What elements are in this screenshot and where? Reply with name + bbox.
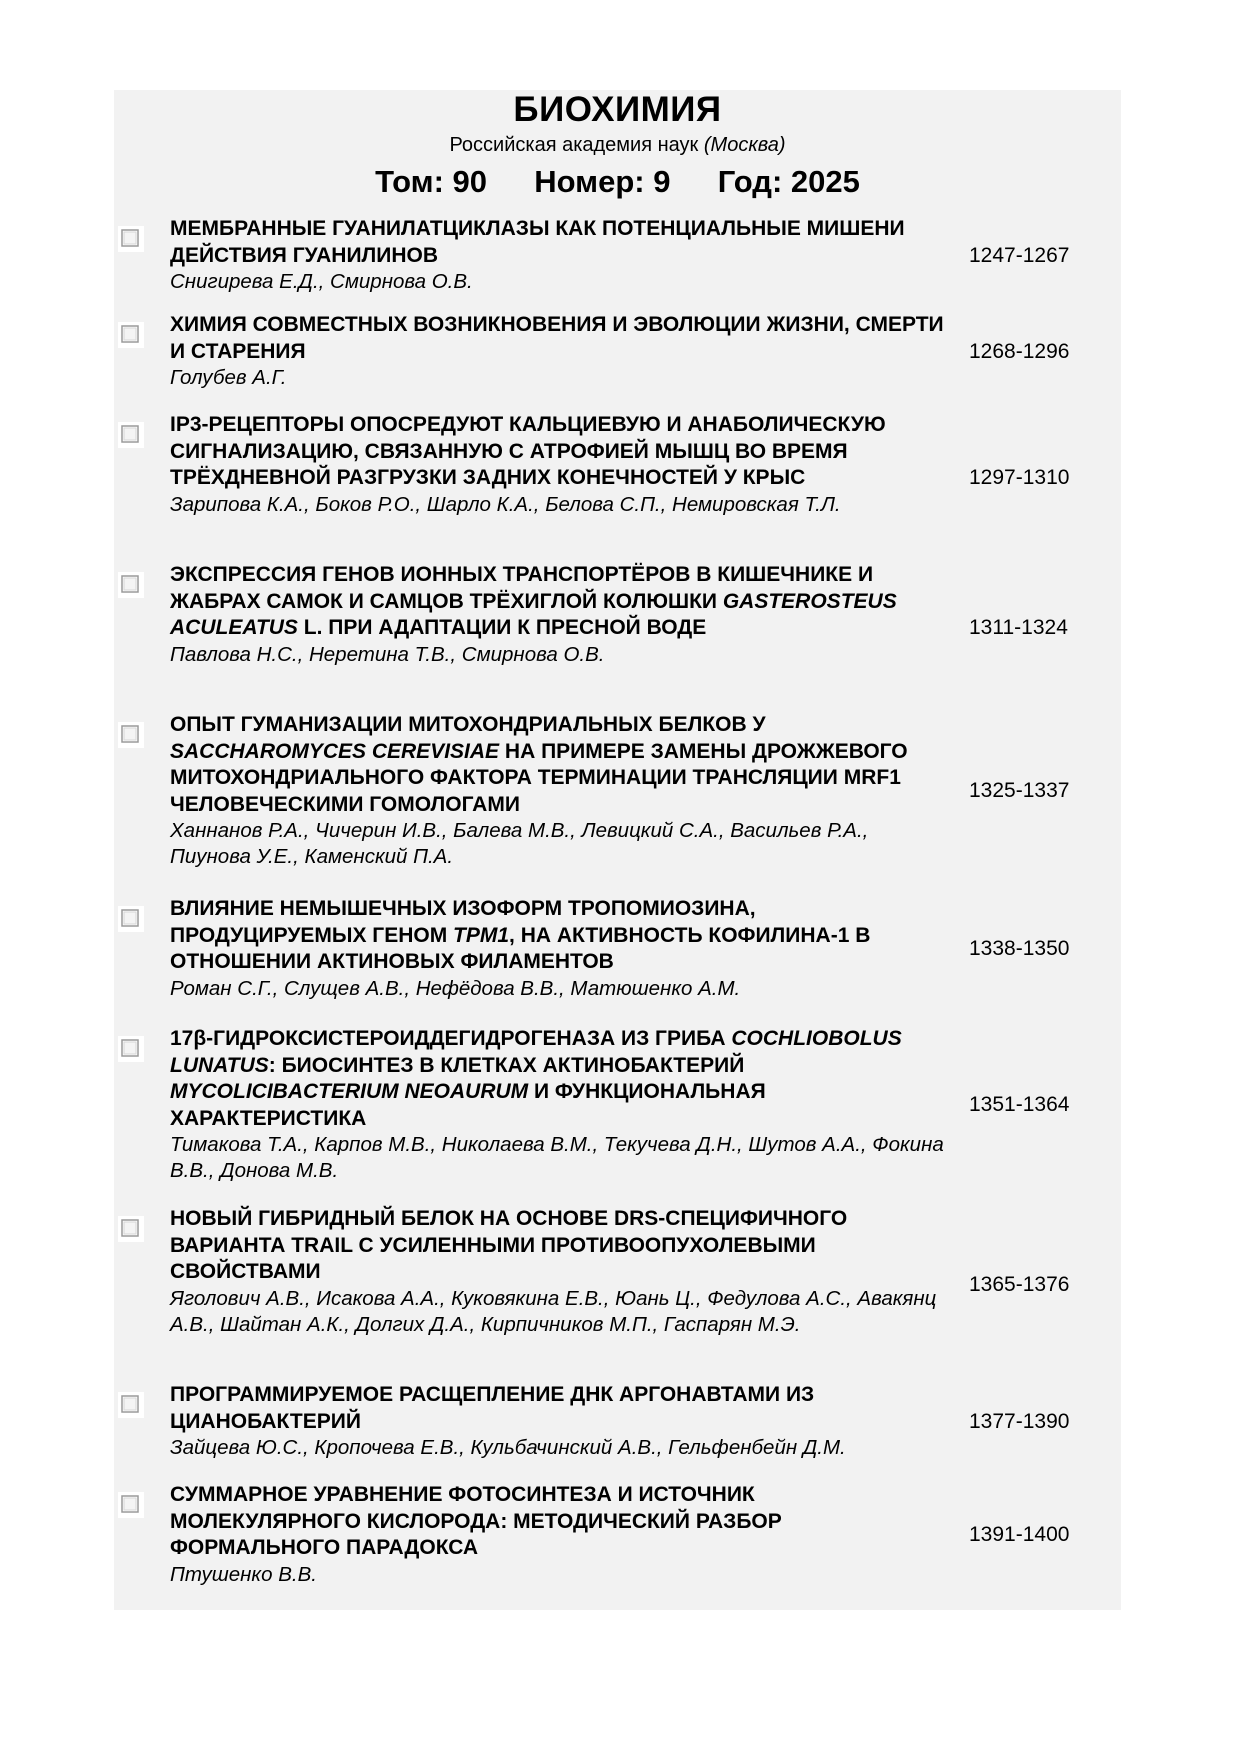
article-title-text: ВЛИЯНИЕ НЕМЫШЕЧНЫХ ИЗОФОРМ ТРОПОМИОЗИНА, ПРОДУЦИРУЕМЫХ ГЕНОМ bbox=[170, 897, 756, 947]
article-title-text: L. ПРИ АДАПТАЦИИ К ПРЕСНОЙ ВОДЕ bbox=[297, 616, 707, 639]
article-authors: Ханнанов Р.А., Чичерин И.В., Балева М.В., Левицкий С.А., Васильев Р.А., Пиунова У.Е., Каменский П.А. bbox=[170, 819, 869, 868]
article-checkbox[interactable] bbox=[118, 906, 144, 932]
checkbox-icon bbox=[121, 229, 141, 249]
article-row bbox=[114, 1482, 1121, 1592]
journal-header bbox=[114, 90, 1121, 202]
article-title-text: НА ПРИМЕРЕ ЗАМЕНЫ ДРОЖЖЕВОГО МИТОХОНДРИАЛЬНОГО ФАКТОРА ТЕРМИНАЦИИ ТРАНСЛЯЦИИ MRF1 ЧЕЛОВЕЧЕСКИМИ ГОМОЛОГАМИ bbox=[170, 739, 908, 816]
article-authors: Птушенко В.В. bbox=[170, 1562, 317, 1586]
article-row bbox=[114, 712, 1121, 896]
article-title[interactable] bbox=[170, 1026, 950, 1132]
article-title-text: МЕМБРАННЫЕ ГУАНИЛАТЦИКЛАЗЫ КАК ПОТЕНЦИАЛЬНЫЕ МИШЕНИ ДЕЙСТВИЯ ГУАНИЛИНОВ bbox=[170, 217, 905, 267]
publisher-name: Российская академия наук bbox=[449, 134, 699, 156]
article-pages: 1247-1267 bbox=[969, 243, 1070, 267]
article-pages: 1365-1376 bbox=[969, 1272, 1070, 1296]
article-row bbox=[114, 412, 1121, 562]
checkbox-icon bbox=[121, 909, 141, 929]
article-title-species: TPM1 bbox=[453, 923, 510, 947]
article-authors: Зайцева Ю.С., Кропочева Е.В., Кульбачинский А.В., Гельфенбейн Д.М. bbox=[170, 1436, 846, 1459]
article-row bbox=[114, 1026, 1121, 1206]
article-body bbox=[170, 1482, 950, 1588]
article-title-species: GASTEROSTEUS ACULEATUS bbox=[170, 589, 897, 639]
article-title-text: : БИОСИНТЕЗ В КЛЕТКАХ АКТИНОБАКТЕРИЙ bbox=[268, 1053, 745, 1077]
article-title[interactable] bbox=[170, 1482, 950, 1562]
article-row bbox=[114, 1382, 1121, 1482]
checkbox-icon bbox=[121, 425, 141, 445]
article-pages: 1297-1310 bbox=[969, 466, 1070, 489]
article-checkbox[interactable] bbox=[118, 722, 144, 748]
article-row bbox=[114, 312, 1121, 412]
article-body bbox=[170, 1026, 950, 1184]
checkbox-icon bbox=[121, 1395, 141, 1415]
article-checkbox[interactable] bbox=[118, 226, 144, 252]
article-pages: 1351-1364 bbox=[969, 1093, 1070, 1116]
article-body bbox=[170, 312, 950, 391]
article-body bbox=[170, 712, 950, 870]
checkbox-icon bbox=[121, 725, 141, 745]
article-row bbox=[114, 216, 1121, 312]
article-title-text: ХИМИЯ СОВМЕСТНЫХ ВОЗНИКНОВЕНИЯ И ЭВОЛЮЦИИ ЖИЗНИ, СМЕРТИ И СТАРЕНИЯ bbox=[170, 313, 944, 363]
issue-number: Номер: 9 bbox=[534, 164, 671, 199]
article-authors: Зарипова К.А., Боков Р.О., Шарло К.А., Белова С.П., Немировская Т.Л. bbox=[170, 492, 841, 516]
article-title-text: И ФУНКЦИОНАЛЬНАЯ ХАРАКТЕРИСТИКА bbox=[170, 1080, 766, 1130]
article-title-species: COCHLIOBOLUS LUNATUS bbox=[170, 1027, 902, 1077]
article-title-text: , НА АКТИВНОСТЬ КОФИЛИНА-1 В ОТНОШЕНИИ АКТИНОВЫХ ФИЛАМЕНТОВ bbox=[170, 923, 871, 973]
publisher-city: (Москва) bbox=[703, 134, 786, 156]
article-body bbox=[170, 412, 950, 518]
article-title-text: ОПЫТ ГУМАНИЗАЦИИ МИТОХОНДРИАЛЬНЫХ БЕЛКОВ У bbox=[170, 713, 766, 736]
checkbox-icon bbox=[121, 575, 141, 595]
article-checkbox[interactable] bbox=[118, 1036, 144, 1062]
article-row bbox=[114, 896, 1121, 1026]
article-title-species: MYCOLICIBACTERIUM NEOAURUM bbox=[170, 1080, 529, 1103]
article-authors: Роман С.Г., Слущев А.В., Нефёдова В.В., Матюшенко А.М. bbox=[170, 976, 741, 1000]
article-pages: 1311-1324 bbox=[969, 616, 1068, 639]
article-title-text: ЭКСПРЕССИЯ ГЕНОВ ИОННЫХ ТРАНСПОРТЁРОВ В КИШЕЧНИКЕ И ЖАБРАХ САМОК И САМЦОВ ТРЁХИГЛОЙ КОЛЮШКИ bbox=[170, 563, 874, 613]
article-title-text: ПРОГРАММИРУЕМОЕ РАСЩЕПЛЕНИЕ ДНК АРГОНАВТАМИ ИЗ ЦИАНОБАКТЕРИЙ bbox=[170, 1383, 815, 1433]
article-row bbox=[114, 562, 1121, 712]
article-title[interactable] bbox=[170, 896, 950, 976]
checkbox-icon bbox=[121, 1495, 141, 1515]
article-authors: Голубев А.Г. bbox=[170, 366, 287, 389]
article-pages: 1325-1337 bbox=[969, 779, 1070, 802]
article-title[interactable] bbox=[170, 562, 950, 642]
article-title-text: СУММАРНОЕ УРАВНЕНИЕ ФОТОСИНТЕЗА И ИСТОЧНИК МОЛЕКУЛЯРНОГО КИСЛОРОДА: МЕТОДИЧЕСКИЙ РАЗБОР ФОРМАЛЬНОГО ПАРАДОКСА bbox=[170, 1483, 782, 1559]
article-title[interactable] bbox=[170, 216, 950, 269]
article-body bbox=[170, 1206, 950, 1338]
article-title-text: IP3-РЕЦЕПТОРЫ ОПОСРЕДУЮТ КАЛЬЦИЕВУЮ И АНАБОЛИЧЕСКУЮ СИГНАЛИЗАЦИЮ, СВЯЗАННУЮ С АТРОФИЕЙ МЫШЦ ВО ВРЕМЯ ТРЁХДНЕВНОЙ РАЗГРУЗКИ ЗАДНИХ КОНЕЧНОСТЕЙ У КРЫС bbox=[170, 413, 886, 489]
article-authors: Яголович А.В., Исакова А.А., Куковякина Е.В., Юань Ц., Федулова А.С., Авакянц А.В., Шайтан А.К., Долгих Д.А., Кирпичников М.П., Гаспарян М.Э. bbox=[170, 1286, 937, 1336]
article-checkbox[interactable] bbox=[118, 572, 144, 598]
article-body bbox=[170, 896, 950, 1002]
journal-title: БИОХИМИЯ bbox=[513, 90, 722, 129]
article-title[interactable] bbox=[170, 1206, 950, 1286]
article-checkbox[interactable] bbox=[118, 322, 144, 348]
article-checkbox[interactable] bbox=[118, 1492, 144, 1518]
article-pages: 1391-1400 bbox=[969, 1522, 1070, 1546]
article-authors: Снигирева Е.Д., Смирнова О.В. bbox=[170, 270, 473, 293]
article-title-text: 17β-ГИДРОКСИСТЕРОИДДЕГИДРОГЕНАЗА ИЗ ГРИБА bbox=[170, 1027, 732, 1050]
article-authors: Павлова Н.С., Неретина Т.В., Смирнова О.В. bbox=[170, 642, 605, 666]
article-checkbox[interactable] bbox=[118, 1216, 144, 1242]
checkbox-icon bbox=[121, 1039, 141, 1059]
issue-volume: Том: 90 bbox=[375, 164, 488, 199]
article-title-text: НОВЫЙ ГИБРИДНЫЙ БЕЛОК НА ОСНОВЕ DRS-СПЕЦИФИЧНОГО ВАРИАНТА TRAIL С УСИЛЕННЫМИ ПРОТИВООПУХОЛЕВЫМИ СВОЙСТВАМИ bbox=[170, 1207, 848, 1283]
article-body bbox=[170, 562, 950, 668]
article-pages: 1268-1296 bbox=[969, 339, 1070, 363]
article-authors: Тимакова Т.А., Карпов М.В., Николаева В.М., Текучева Д.Н., Шутов А.А., Фокина В.В., Донова М.В. bbox=[170, 1133, 944, 1182]
article-title[interactable] bbox=[170, 412, 950, 492]
article-checkbox[interactable] bbox=[118, 422, 144, 448]
checkbox-icon bbox=[121, 1219, 141, 1239]
article-title[interactable] bbox=[170, 312, 950, 365]
article-pages: 1338-1350 bbox=[969, 936, 1070, 960]
issue-year: Год: 2025 bbox=[717, 164, 860, 199]
issue-info bbox=[114, 162, 1121, 202]
publisher-line bbox=[114, 132, 1121, 158]
article-body bbox=[170, 216, 950, 295]
checkbox-icon bbox=[121, 325, 141, 345]
article-title[interactable] bbox=[170, 1382, 950, 1435]
article-body bbox=[170, 1382, 950, 1461]
article-row bbox=[114, 1206, 1121, 1382]
article-title[interactable] bbox=[170, 712, 950, 818]
article-title-species: SACCHAROMYCES CEREVISIAE bbox=[170, 739, 500, 763]
article-pages: 1377-1390 bbox=[969, 1409, 1070, 1433]
article-checkbox[interactable] bbox=[118, 1392, 144, 1418]
